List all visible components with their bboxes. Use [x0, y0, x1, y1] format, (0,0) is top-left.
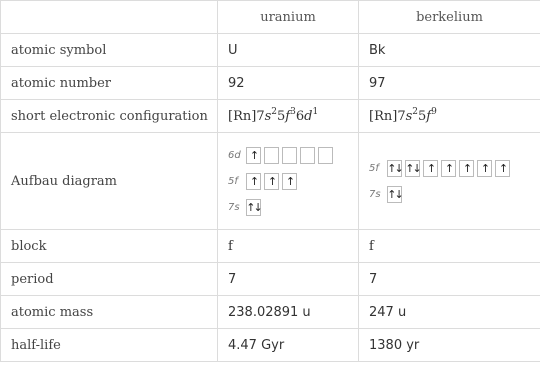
uranium-value: f [218, 230, 359, 263]
table-row [1, 67, 540, 100]
orbital-box: ↑ [246, 147, 261, 164]
row-label: atomic number [1, 67, 218, 100]
uranium-value: 7 [218, 263, 359, 296]
orbital-row [369, 185, 540, 203]
table-row [1, 296, 540, 329]
row-label: atomic symbol [1, 34, 218, 67]
orbital-label: 5f [369, 162, 379, 174]
uranium-value: U [218, 34, 359, 67]
table-row [1, 263, 540, 296]
berkelium-config: $[Rn]7s^25f^9$ [359, 100, 540, 133]
orbital-box [264, 147, 279, 164]
berkelium-value: f [359, 230, 540, 263]
orbital-box: ↑↓ [387, 161, 402, 175]
orbital-row [369, 159, 540, 177]
header-empty [1, 1, 218, 34]
orbital-label: 6d [228, 149, 241, 161]
table-row [1, 34, 540, 67]
orbital-row [228, 198, 358, 216]
orbital-row [228, 172, 358, 190]
table-row [1, 100, 540, 133]
berkelium-value: 247 u [359, 296, 540, 329]
orbital-label: 7s [228, 201, 240, 213]
orbital-box: ↑ [246, 173, 261, 190]
berkelium-value: Bk [359, 34, 540, 67]
orbital-box: ↑↓ [387, 187, 402, 201]
row-label: period [1, 263, 218, 296]
orbital-box: ↑ [459, 160, 474, 177]
row-label: block [1, 230, 218, 263]
orbital-row [228, 146, 358, 164]
uranium-config: $[Rn]7s^25f^36d^1$ [218, 100, 359, 133]
row-label: short electronic configuration [1, 100, 218, 133]
uranium-value: 238.02891 u [218, 296, 359, 329]
orbital-box: ↑ [282, 173, 297, 190]
table-row [1, 133, 540, 230]
table-row [1, 230, 540, 263]
orbital-box: ↑ [264, 173, 279, 190]
orbital-box: ↑ [495, 160, 510, 177]
orbital-box: ↑ [441, 160, 456, 177]
orbital-box: ↑↓ [246, 200, 261, 214]
berkelium-aufbau-diagram [359, 133, 540, 230]
table-row [1, 329, 540, 362]
berkelium-value: 1380 yr [359, 329, 540, 362]
orbital-box: ↑ [423, 160, 438, 177]
header-uranium: uranium [218, 1, 359, 34]
berkelium-value: 7 [359, 263, 540, 296]
uranium-value: 92 [218, 67, 359, 100]
row-label: half-life [1, 329, 218, 362]
orbital-box: ↑↓ [405, 161, 420, 175]
orbital-box [318, 147, 333, 164]
uranium-aufbau-diagram [218, 133, 359, 230]
uranium-value: 4.47 Gyr [218, 329, 359, 362]
orbital-box [282, 147, 297, 164]
header-berkelium: berkelium [359, 1, 540, 34]
orbital-box: ↑ [477, 160, 492, 177]
berkelium-value: 97 [359, 67, 540, 100]
orbital-label: 7s [369, 188, 381, 200]
header-row [1, 1, 540, 34]
orbital-label: 5f [228, 175, 238, 187]
orbital-box [300, 147, 315, 164]
row-label: atomic mass [1, 296, 218, 329]
row-label: Aufbau diagram [1, 133, 218, 230]
